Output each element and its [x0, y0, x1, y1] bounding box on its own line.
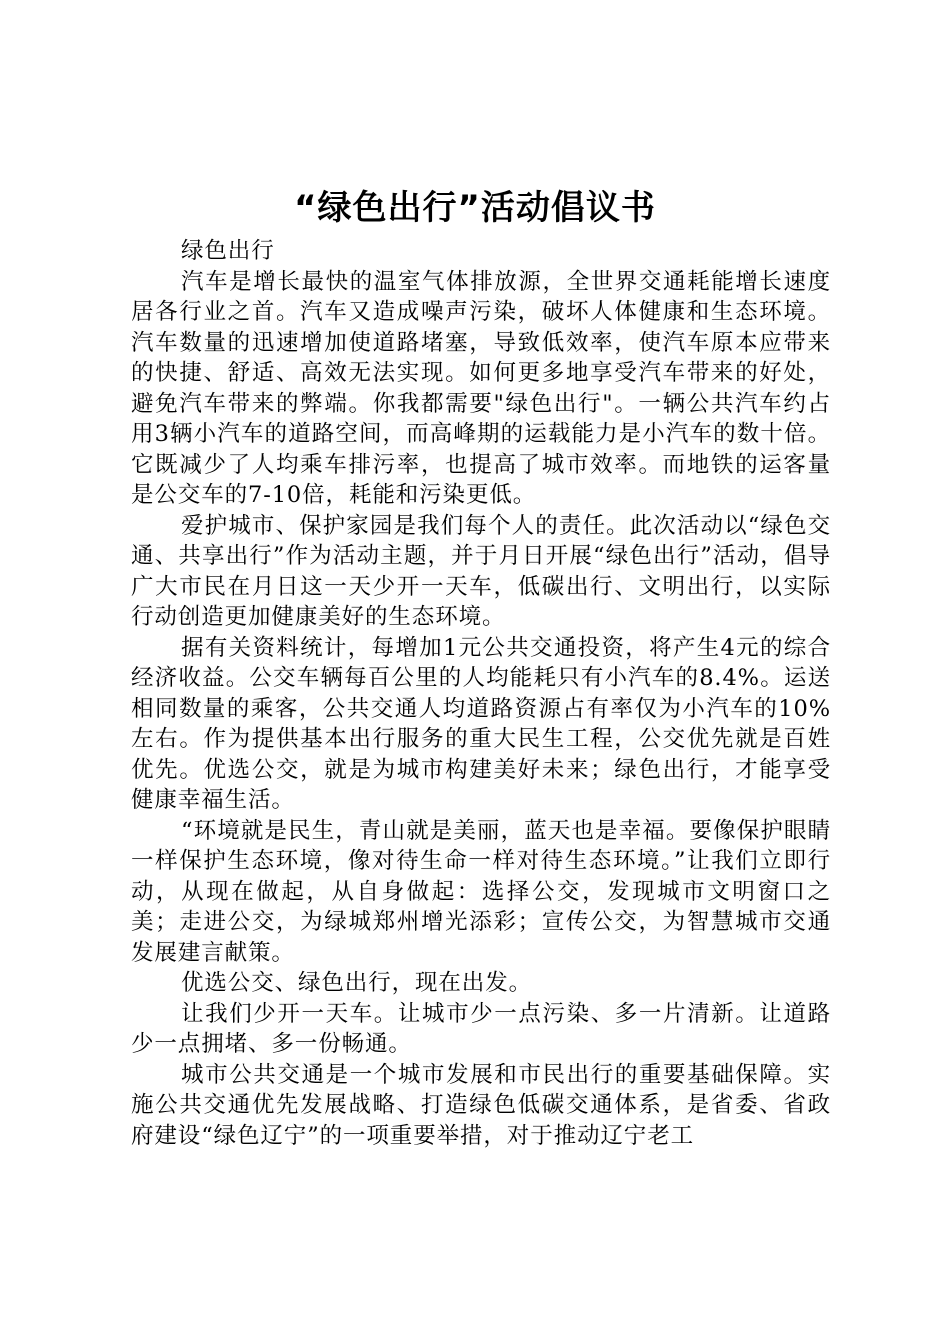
document-title: “绿色出行”活动倡议书: [294, 188, 656, 228]
document-body: [131, 236, 831, 1151]
paragraph-statistics: 据有关资料统计，每增加1元公共交通投资，将产生4元的综合经济收益。公交车辆每百公里的人均能耗只有小汽车的8.4%。运送相同数量的乘客，公共交通人均道路资源占有率仅为小汽车的10%左右。作为提供基本出行服务的重大民生工程，公交优先就是百姓优先。优选公交，就是为城市构建美好未来；绿色出行，才能享受健康幸福生活。: [131, 634, 831, 813]
paragraph-car-emissions: 汽车是增长最快的温室气体排放源，全世界交通耗能增长速度居各行业之首。汽车又造成噪声污染，破坏人体健康和生态环境。汽车数量的迅速增加使道路堵塞，导致低效率，使汽车原本应带来的快捷、舒适、高效无法实现。如何更多地享受汽车带来的好处，避免汽车带来的弊端。你我都需要"绿色出行"。一辆公共汽车约占用3辆小汽车的道路空间，而高峰期的运载能力是小汽车的数十倍。它既减少了人均乘车排污率，也提高了城市效率。而地铁的运客量是公交车的7-10倍，耗能和污染更低。: [131, 268, 831, 508]
paragraph-drive-less: 让我们少开一天车。让城市少一点污染、多一片清新。让道路少一点拥堵、多一份畅通。: [131, 1000, 831, 1057]
paragraph-protect-city: 爱护城市、保护家园是我们每个人的责任。此次活动以“绿色交通、共享出行”作为活动主题，并于月日开展“绿色出行”活动，倡导广大市民在月日这一天少开一天车，低碳出行、文明出行，以实际行动创造更加健康美好的生态环境。: [131, 512, 831, 630]
paragraph-slogan: 优选公交、绿色出行，现在出发。: [181, 970, 533, 996]
paragraph-public-transport: 城市公共交通是一个城市发展和市民出行的重要基础保障。实施公共交通优先发展战略、打造绿色低碳交通体系，是省委、省政府建设“绿色辽宁”的一项重要举措，对于推动辽宁老工: [131, 1061, 831, 1149]
paragraph-subtitle: 绿色出行: [181, 238, 275, 264]
paragraph-environment-quote: “环境就是民生，青山就是美丽，蓝天也是幸福。要像保护眼睛一样保护生态环境，像对待生命一样对待生态环境。”让我们立即行动，从现在做起，从自身做起：选择公交，发现城市文明窗口之美；走进公交，为绿城郑州增光添彩；宣传公交，为智慧城市交通发展建言献策。: [131, 817, 831, 966]
